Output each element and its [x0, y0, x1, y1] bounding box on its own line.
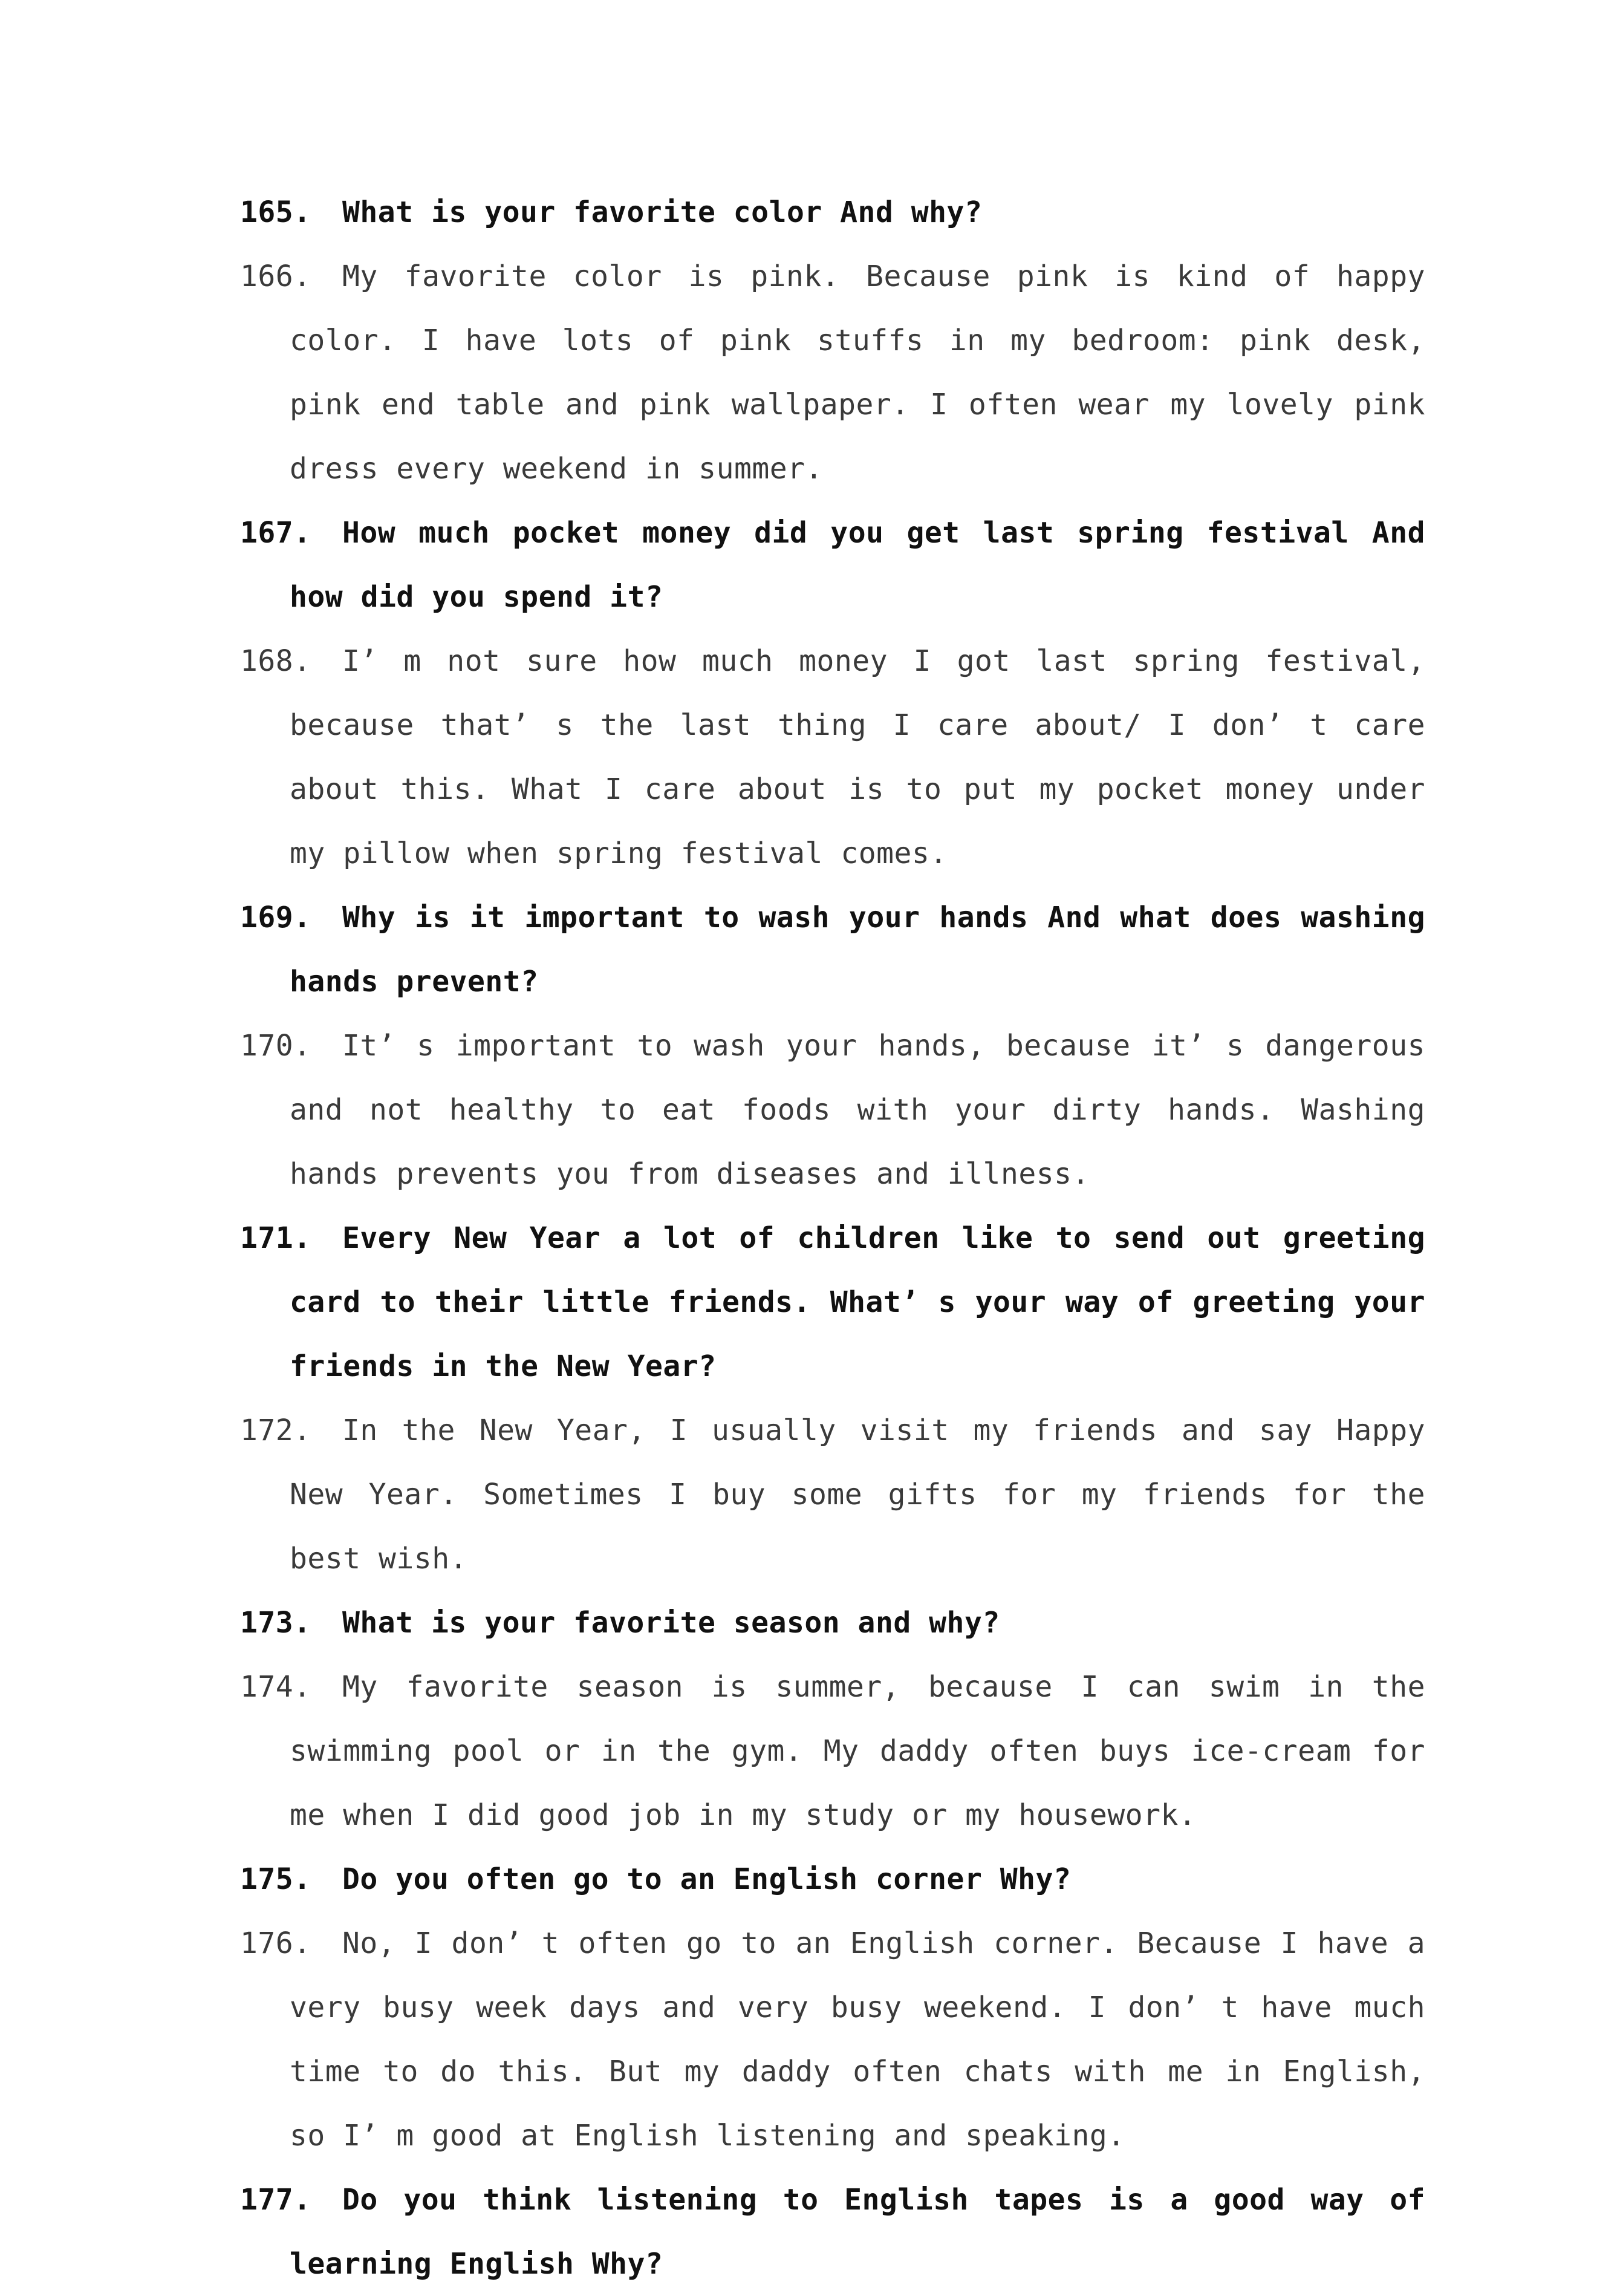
item-number: 166.: [240, 259, 311, 293]
answer-text: I’ m not sure how much money I got last spring festival, because that’ s the last thing I care about/ I don’ t care about this. What I care about is to put my pocket money under my pillow when spring festival comes.: [290, 644, 1425, 870]
question-text: Why is it important to wash your hands And what does washing hands prevent?: [290, 901, 1425, 999]
item-number: 168.: [240, 644, 311, 678]
question-item: [240, 1206, 1425, 1398]
item-number: 165.: [240, 195, 311, 229]
item-number: 167.: [240, 516, 311, 550]
answer-item: [240, 1398, 1425, 1591]
question-item: [240, 1847, 1425, 1911]
answer-item: [240, 629, 1425, 885]
answer-text: No, I don’ t often go to an English corner. Because I have a very busy week days and very busy weekend. I don’ t have much time to do this. But my daddy often chats with me in English, so I’ m good at English listening and speaking.: [290, 1926, 1425, 2153]
answer-text: In the New Year, I usually visit my friends and say Happy New Year. Sometimes I buy some gifts for my friends for the best wish.: [290, 1414, 1425, 1576]
answer-text: It’ s important to wash your hands, because it’ s dangerous and not healthy to eat foods with your dirty hands. Washing hands prevents you from diseases and illness.: [290, 1029, 1425, 1191]
item-number: 177.: [240, 2183, 311, 2217]
item-number: 172.: [240, 1414, 311, 1447]
answer-item: [240, 1014, 1425, 1206]
item-number: 173.: [240, 1606, 311, 1640]
answer-item: [240, 1655, 1425, 1847]
answer-text: My favorite color is pink. Because pink is kind of happy color. I have lots of pink stuffs in my bedroom: pink desk, pink end table and pink wallpaper. I often wear my lovely pink dress every weekend in summer.: [290, 259, 1425, 486]
item-number: 174.: [240, 1670, 311, 1704]
answer-item: [240, 244, 1425, 501]
item-number: 175.: [240, 1862, 311, 1896]
question-text: What is your favorite season and why?: [342, 1606, 1000, 1640]
item-number: 176.: [240, 1926, 311, 1960]
item-number: 169.: [240, 901, 311, 934]
question-item: [240, 180, 1425, 244]
question-item: [240, 1591, 1425, 1655]
question-text: Do you think listening to English tapes is a good way of learning English Why?: [290, 2183, 1425, 2281]
question-text: How much pocket money did you get last spring festival And how did you spend it?: [290, 516, 1425, 614]
question-item: [240, 501, 1425, 629]
question-item: [240, 885, 1425, 1014]
answer-text: My favorite season is summer, because I can swim in the swimming pool or in the gym. My daddy often buys ice-cream for me when I did good job in my study or my housework.: [290, 1670, 1425, 1832]
qa-list: [240, 180, 1425, 2296]
item-number: 170.: [240, 1029, 311, 1063]
question-text: What is your favorite color And why?: [342, 195, 983, 229]
question-text: Do you often go to an English corner Why?: [342, 1862, 1072, 1896]
answer-item: [240, 1911, 1425, 2168]
question-text: Every New Year a lot of children like to send out greeting card to their little friends. What’ s your way of greeting your friends in the New Year?: [290, 1221, 1425, 1383]
item-number: 171.: [240, 1221, 311, 1255]
question-item: [240, 2168, 1425, 2296]
